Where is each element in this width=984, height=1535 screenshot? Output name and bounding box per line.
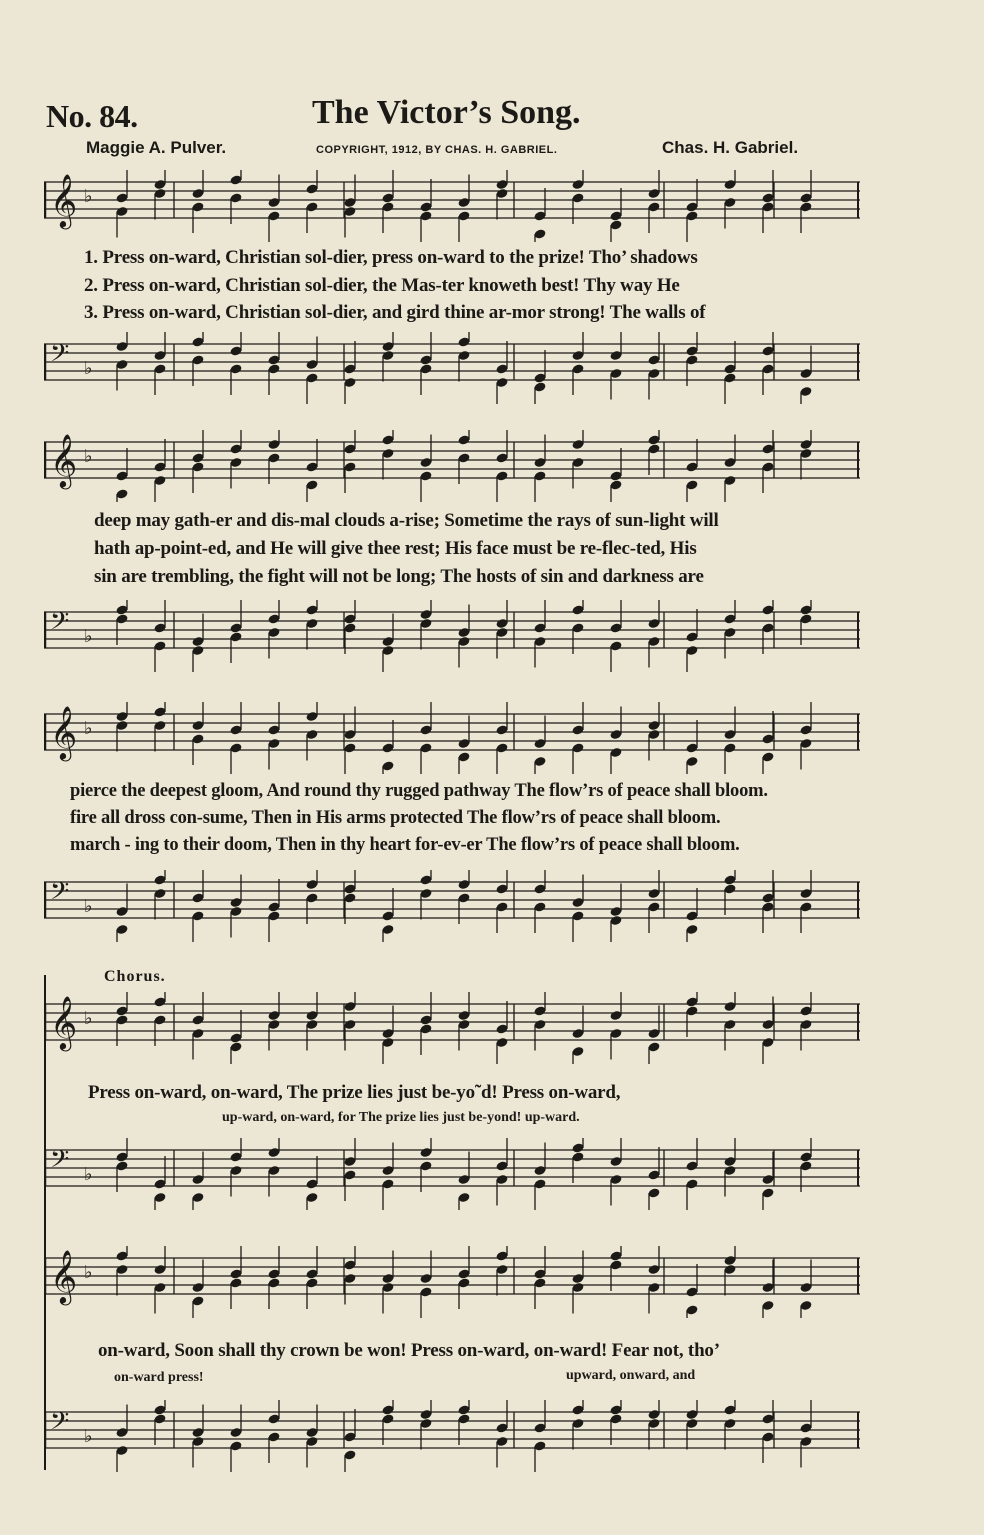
- verse-2-line: fire all dross con-sume, Then in His arms protected The flow’rs of peace shall bloom.: [70, 808, 721, 828]
- treble-staff-notation: [44, 170, 860, 242]
- chorus-alto-line-1: up-ward, on-ward, for The prize lies just be-yond! up-ward.: [222, 1110, 580, 1125]
- verse-1-line: 1. Press on-ward, Christian sol-dier, press on-ward to the prize! Tho’ shadows: [84, 247, 698, 268]
- hymn-header: [0, 0, 984, 170]
- flat-sign-icon: ♭: [84, 626, 93, 647]
- bass-staff-notation: [44, 870, 860, 942]
- lyricist-credit: Maggie A. Pulver.: [86, 138, 227, 157]
- flat-sign-icon: ♭: [84, 718, 93, 739]
- hymn-number: No. 84.: [46, 98, 138, 134]
- bass-staff: [44, 600, 860, 648]
- bass-clef-icon: 𝄢: [50, 1145, 70, 1180]
- verse-2-line: hath ap-point-ed, and He will give thee rest; His face must be re-flec-ted, His: [94, 538, 697, 559]
- bass-staff: [44, 332, 860, 380]
- treble-clef-icon: 𝄞: [50, 433, 78, 487]
- verse-1-line: pierce the deepest gloom, And round thy rugged pathway The flow’rs of peace shall bloom.: [70, 781, 768, 801]
- flat-sign-icon: ♭: [84, 1426, 93, 1447]
- copyright-notice: COPYRIGHT, 1912, BY CHAS. H. GABRIEL.: [316, 144, 558, 156]
- chorus-label: Chorus.: [104, 968, 166, 985]
- treble-clef-icon: 𝄞: [50, 995, 78, 1049]
- bass-staff: [44, 1400, 860, 1448]
- composer-credit: Chas. H. Gabriel.: [662, 138, 799, 157]
- bass-staff-notation: [44, 600, 860, 672]
- hymn-title: The Victor’s Song.: [312, 94, 581, 131]
- flat-sign-icon: ♭: [84, 1262, 93, 1283]
- system-brace-line: [44, 975, 46, 1470]
- treble-staff-notation: [44, 1246, 860, 1318]
- flat-sign-icon: ♭: [84, 896, 93, 917]
- treble-staff: [44, 992, 860, 1049]
- treble-staff-notation: [44, 430, 860, 502]
- bass-staff-notation: [44, 1138, 860, 1210]
- verse-2-line: 2. Press on-ward, Christian sol-dier, the Mas-ter knoweth best! Thy way He: [84, 275, 680, 296]
- chorus-alto-line-2-left: on-ward press!: [114, 1370, 204, 1385]
- bass-staff-notation: [44, 1400, 860, 1472]
- treble-clef-icon: 𝄞: [50, 705, 78, 759]
- flat-sign-icon: ♭: [84, 1008, 93, 1029]
- bass-staff-notation: [44, 332, 860, 404]
- flat-sign-icon: ♭: [84, 186, 93, 207]
- chorus-alto-line-2-right: upward, onward, and: [566, 1368, 696, 1383]
- bass-clef-icon: 𝄢: [50, 607, 70, 642]
- bass-staff: [44, 1138, 860, 1186]
- treble-staff: [44, 702, 860, 759]
- verse-1-line: deep may gath-er and dis-mal clouds a-rise; Sometime the rays of sun-light will: [94, 510, 719, 531]
- treble-staff: [44, 430, 860, 487]
- flat-sign-icon: ♭: [84, 358, 93, 379]
- verse-3-line: 3. Press on-ward, Christian sol-dier, and gird thine ar-mor strong! The walls of: [84, 302, 706, 323]
- flat-sign-icon: ♭: [84, 1164, 93, 1185]
- bass-clef-icon: 𝄢: [50, 339, 70, 374]
- chorus-line-1: Press on-ward, on-ward, The prize lies just be-yo˜d! Press on-ward,: [88, 1082, 621, 1103]
- treble-staff: [44, 170, 860, 227]
- treble-staff: [44, 1246, 860, 1303]
- treble-staff-notation: [44, 702, 860, 774]
- chorus-line-2: on-ward, Soon shall thy crown be won! Press on-ward, on-ward! Fear not, tho’: [98, 1340, 720, 1361]
- flat-sign-icon: ♭: [84, 446, 93, 467]
- verse-3-line: march - ing to their doom, Then in thy heart for-ev-er The flow’rs of peace shall bloom.: [70, 835, 740, 855]
- bass-clef-icon: 𝄢: [50, 1407, 70, 1442]
- treble-clef-icon: 𝄞: [50, 173, 78, 227]
- verse-3-line: sin are trembling, the fight will not be long; The hosts of sin and darkness are: [94, 566, 704, 587]
- treble-staff-notation: [44, 992, 860, 1064]
- bass-staff: [44, 870, 860, 918]
- bass-clef-icon: 𝄢: [50, 877, 70, 912]
- treble-clef-icon: 𝄞: [50, 1249, 78, 1303]
